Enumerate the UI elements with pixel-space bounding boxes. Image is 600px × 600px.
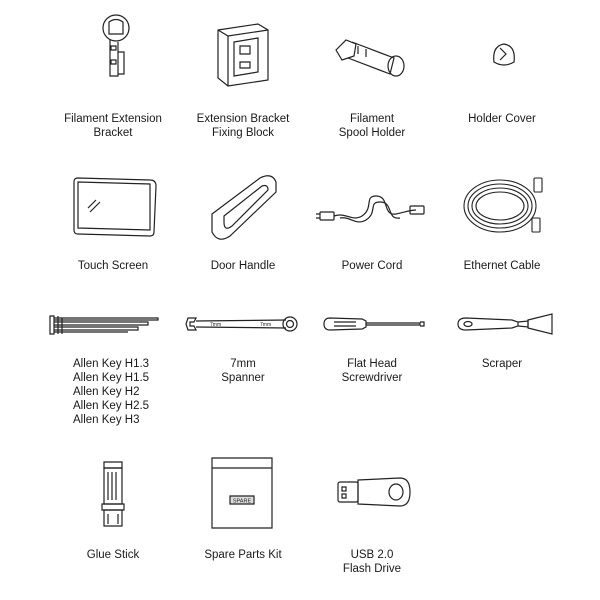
scraper-icon: [454, 312, 558, 336]
label-door-handle: Door Handle: [210, 260, 276, 272]
label-spanner: 7mm Spanner: [221, 358, 265, 384]
label-fixing-block: Extension Bracket Fixing Block: [196, 113, 290, 139]
label-screwdriver: Flat Head Screwdriver: [341, 358, 403, 384]
label-power-cord: Power Cord: [341, 260, 403, 272]
parts-kit-tag: SPARE: [232, 498, 252, 505]
label-scraper: Scraper: [481, 358, 523, 370]
ethernet-cable-icon: [456, 170, 552, 240]
spanner-mark-2: 7mm: [260, 322, 272, 328]
extension-bracket-icon: [92, 12, 142, 82]
spool-holder-icon: [332, 32, 410, 78]
door-handle-icon: [206, 170, 280, 242]
holder-cover-icon: [490, 40, 518, 70]
touch-screen-icon: [70, 176, 158, 238]
label-touch-screen: Touch Screen: [77, 260, 149, 272]
label-extension-bracket: Filament Extension Bracket: [64, 113, 162, 139]
label-ethernet-cable: Ethernet Cable: [463, 260, 541, 272]
spanner-mark-1: 7mm: [210, 322, 222, 328]
allen-keys-icon: [48, 312, 168, 338]
label-holder-cover: Holder Cover: [468, 113, 536, 125]
glue-stick-icon: [98, 458, 128, 530]
spanner-icon: [184, 314, 298, 334]
usb-drive-icon: [334, 474, 412, 510]
label-spool-holder: Filament Spool Holder: [338, 113, 406, 139]
spare-parts-kit-icon: [210, 456, 274, 530]
fixing-block-icon: [212, 20, 274, 86]
screwdriver-icon: [322, 314, 428, 334]
label-glue-stick: Glue Stick: [86, 549, 140, 561]
label-allen-keys: Allen Key H1.3 Allen Key H1.5 Allen Key H2 Allen Key H2.5 Allen Key H3: [73, 358, 150, 426]
label-spare-parts-kit: Spare Parts Kit: [204, 549, 282, 561]
label-usb-drive: USB 2.0 Flash Drive: [342, 549, 402, 575]
power-cord-icon: [316, 186, 426, 232]
